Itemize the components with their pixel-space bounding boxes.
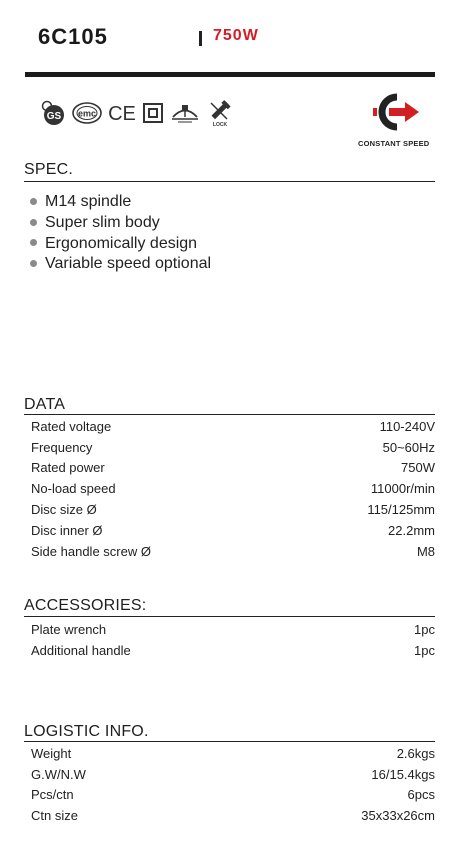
table-row: Pcs/ctn 6pcs <box>31 787 435 803</box>
accessories-title: ACCESSORIES: <box>24 597 147 614</box>
model-number: 6C105 <box>38 24 108 49</box>
safety-guard-icon <box>170 102 200 124</box>
table-row: Rated voltage 110-240V <box>31 418 435 434</box>
table-row: Frequency 50~60Hz <box>31 439 435 455</box>
svg-text:LOCK: LOCK <box>212 122 228 127</box>
spec-rule <box>24 181 435 182</box>
list-item: Super slim body <box>30 213 211 234</box>
spindle-lock-icon <box>206 99 234 127</box>
gs-mark-icon <box>40 100 66 126</box>
double-insulation-icon <box>142 102 164 124</box>
ce-mark-icon <box>108 102 136 124</box>
data-rule <box>24 414 435 415</box>
power-rating: 750W <box>213 27 259 44</box>
bullet-icon <box>30 260 37 267</box>
table-row: Additional handle 1pc <box>31 642 435 658</box>
table-row: Side handle screw Ø M8 <box>31 543 435 559</box>
svg-text:emc: emc <box>77 108 97 119</box>
table-row: Disc inner Ø 22.2mm <box>31 522 435 538</box>
table-row: Rated power 750W <box>31 460 435 476</box>
table-row: Plate wrench 1pc <box>31 621 435 637</box>
svg-text:CE: CE <box>108 103 136 124</box>
logistic-rule <box>24 741 435 742</box>
table-row: Disc size Ø 115/125mm <box>31 502 435 518</box>
accessories-table <box>31 619 435 661</box>
logistic-title: LOGISTIC INFO. <box>24 723 149 740</box>
list-item: M14 spindle <box>30 192 211 213</box>
spec-title: SPEC. <box>24 161 74 178</box>
constant-speed-label: CONSTANT SPEED <box>358 139 430 148</box>
constant-speed-icon <box>371 93 423 138</box>
table-row: Weight 2.6kgs <box>31 745 435 761</box>
bullet-icon <box>30 198 37 205</box>
bullet-icon <box>30 239 37 246</box>
accessories-rule <box>24 616 435 617</box>
header-rule <box>25 72 435 77</box>
bullet-icon <box>30 219 37 226</box>
data-table <box>31 416 435 562</box>
table-row: No-load speed 11000r/min <box>31 481 435 497</box>
list-item: Ergonomically design <box>30 234 211 255</box>
emc-icon <box>72 102 102 124</box>
certification-icons <box>40 98 234 128</box>
table-row: G.W/N.W 16/15.4kgs <box>31 766 435 782</box>
spec-list <box>30 192 211 275</box>
svg-text:GS: GS <box>46 111 62 122</box>
list-item: Variable speed optional <box>30 254 211 275</box>
data-title: DATA <box>24 396 66 413</box>
table-row: Ctn size 35x33x26cm <box>31 808 435 824</box>
logistic-table <box>31 743 435 826</box>
header-separator <box>199 31 202 46</box>
